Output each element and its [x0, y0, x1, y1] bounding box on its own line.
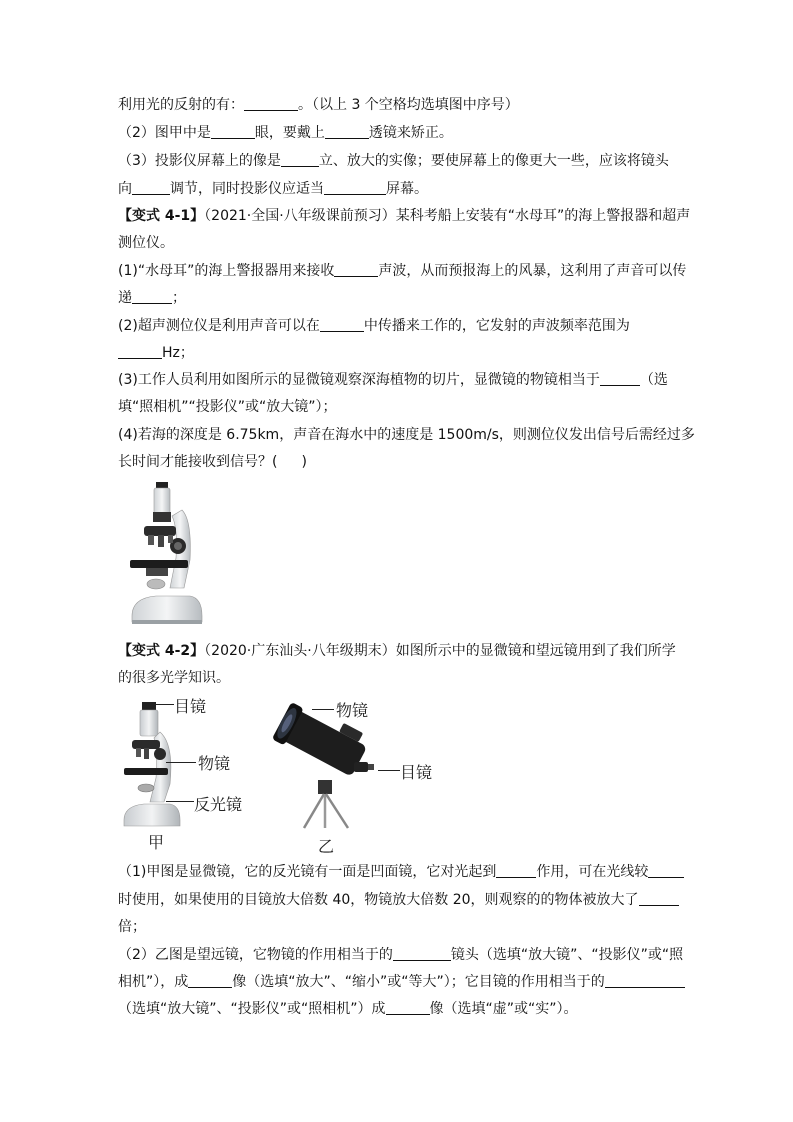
q3-line-4	[118, 179, 428, 199]
v42-text: （选填“放大镜”、“投影仪”或“照相机”）成	[118, 1001, 386, 1017]
q3-text: （2）图甲中是	[118, 125, 211, 141]
answer-blank[interactable]	[244, 96, 298, 111]
mirror-leader	[166, 801, 194, 802]
variant-label: 【变式 4-2】	[118, 643, 205, 659]
answer-blank[interactable]	[648, 863, 684, 878]
v42-text: （1)甲图是显微镜，它的反光镜有一面是凹面镜，它对光起到	[118, 864, 497, 880]
v42-p1	[118, 862, 684, 882]
v42-p2	[118, 945, 683, 965]
v42-header-line	[118, 641, 676, 661]
v41-text: 填“照相机”“投影仪”或“放大镜”）；	[118, 399, 337, 415]
v42-text: 时使用，如果使用的目镜放大倍数 40，物镜放大倍数 20，则观察的的物体被放大了	[118, 892, 639, 908]
answer-blank[interactable]	[334, 262, 378, 277]
answer-blank[interactable]	[132, 180, 170, 195]
v41-text: 递	[118, 290, 132, 306]
answer-blank[interactable]	[118, 344, 162, 359]
v41-p1b	[118, 288, 186, 308]
answer-blank[interactable]	[324, 180, 386, 195]
figure-jia-microscope	[120, 698, 200, 828]
v42-p2c	[118, 999, 578, 1019]
q3-text: 调节，同时投影仪应适当	[170, 181, 324, 197]
tel-objective-leader	[312, 709, 334, 710]
v42-text: 镜头（选填“放大镜”、“投影仪”或“照	[450, 947, 684, 963]
q3-text: 向	[118, 181, 132, 197]
v41-text: （选	[639, 372, 668, 388]
v41-text: 长时间才能接收到信号？(	[118, 454, 278, 470]
v41-text: 声波，从而预报海上的风暴，这利用了声音可以传	[378, 263, 687, 279]
v42-text: 倍；	[118, 919, 146, 935]
answer-blank[interactable]	[605, 973, 685, 988]
v41-text: (2)超声测位仪是利用声音可以在	[118, 318, 320, 334]
v41-text: (4)若海的深度是 6.75km，声音在海水中的速度是 1500m/s，则测位仪发出信号后需经过多	[118, 427, 695, 443]
answer-blank[interactable]	[639, 891, 679, 906]
v41-text: Hz；	[162, 345, 194, 361]
label-tel-eyepiece: 目镜	[400, 763, 433, 782]
v42-text: 的很多光学知识。	[118, 670, 230, 686]
objective-leader	[166, 762, 196, 763]
label-mirror: 反光镜	[194, 795, 243, 814]
v42-p1b	[118, 890, 679, 910]
answer-blank[interactable]	[188, 973, 232, 988]
eyepiece-leader	[156, 704, 174, 705]
q3-line-2	[118, 123, 453, 143]
answer-blank[interactable]	[211, 124, 255, 139]
answer-blank[interactable]	[325, 124, 369, 139]
v41-p2	[118, 316, 630, 336]
variant-label: 【变式 4-1】	[118, 208, 205, 224]
v41-text: 测位仪。	[118, 235, 174, 251]
v41-p3	[118, 370, 668, 390]
v41-text: 中传播来工作的，它发射的声波频率范围为	[363, 318, 630, 334]
caption-jia: 甲	[148, 833, 165, 852]
v41-text: (3)工作人员利用如图所示的显微镜观察深海植物的切片，显微镜的物镜相当于	[118, 372, 600, 388]
label-eyepiece: 目镜	[174, 697, 207, 716]
q3-text: 眼，要戴上	[254, 125, 325, 141]
v41-p2b	[118, 343, 194, 363]
v42-text: 作用，可在光线较	[536, 864, 649, 880]
q3-text: 利用光的反射的有：	[118, 97, 244, 113]
v41-text: )	[301, 454, 307, 470]
q3-text: 透镜来矫正。	[368, 125, 453, 141]
answer-blank[interactable]	[600, 371, 640, 386]
q3-text: 立、放大的实像；要使屏幕上的像更大一些，应该将镜头	[318, 153, 669, 169]
v41-header-line	[118, 206, 690, 226]
answer-blank[interactable]	[132, 289, 172, 304]
v41-source-text: （2021·全国·八年级课前预习）某科考船上安装有“水母耳”的海上警报器和超声	[204, 208, 691, 224]
v42-text: 相机”），成	[118, 974, 189, 990]
q3-text: （3）投影仪屏幕上的像是	[118, 153, 281, 169]
q3-line-3	[118, 151, 669, 171]
q3-text: 屏幕。	[386, 181, 428, 197]
answer-blank[interactable]	[320, 317, 364, 332]
answer-blank[interactable]	[393, 946, 451, 961]
label-tel-objective: 物镜	[336, 701, 369, 720]
tel-eyepiece-leader	[378, 770, 400, 771]
v41-p1	[118, 261, 686, 281]
caption-yi: 乙	[318, 837, 335, 856]
v42-p2b	[118, 972, 685, 992]
v42-source-text: （2020·广东汕头·八年级期末）如图所示中的显微镜和望远镜用到了我们所学	[204, 643, 676, 659]
answer-blank[interactable]	[281, 152, 319, 167]
q3-text: 。（以上 3 个空格均选填图中序号）	[298, 97, 519, 113]
answer-blank[interactable]	[496, 863, 536, 878]
v42-text: （2）乙图是望远镜，它物镜的作用相当于的	[118, 947, 393, 963]
answer-blank[interactable]	[386, 1000, 430, 1015]
v41-p4b	[118, 452, 307, 472]
v41-text: (1)“水母耳”的海上警报器用来接收	[118, 263, 335, 279]
q3-line-1	[118, 95, 519, 115]
v41-text: ；	[172, 290, 186, 306]
v42-text: 像（选填“放大”、“缩小”或“等大”）；它目镜的作用相当于的	[232, 974, 605, 990]
v42-text: 像（选填“虚”或“实”）。	[429, 1001, 578, 1017]
label-objective: 物镜	[198, 754, 231, 773]
microscope-photo	[126, 480, 206, 626]
